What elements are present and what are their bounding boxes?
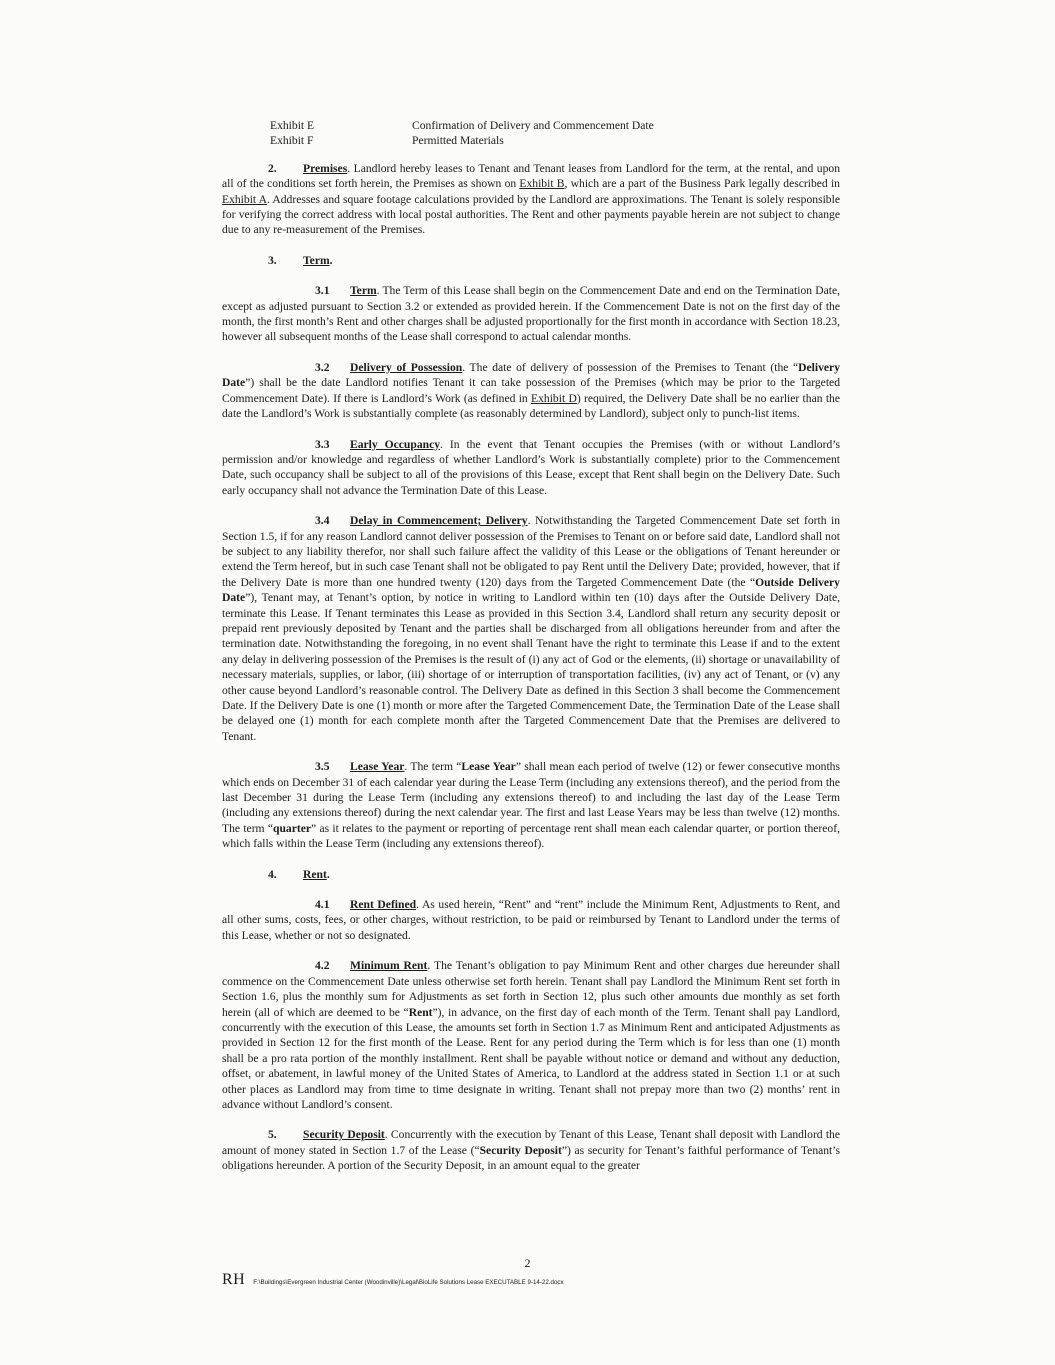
section-heading: Minimum Rent: [350, 959, 428, 973]
section-heading: Early Occupancy: [350, 437, 441, 451]
section-number: 4.: [268, 867, 277, 881]
section-text: ”) as security for Tenant’s faithful performance of Tenant’s obligations hereunder. A portion of the Security Deposit, in an amount equal to the greater: [222, 1143, 841, 1173]
section-4-heading: 4. Rent.: [268, 867, 330, 881]
section-text: ”), in advance, on the first day of each month of the Term. Tenant shall pay Landlord, concurrently with the execution of this Lease, the amounts set forth in Section 1.7 as Minimum Rent and anticipated Adjustments as provided in Section 12 for the first month of the Lease. Rent for any period during the Term which is for less than one (1) month shall be a pro rata portion of the monthly installment. Rent shall be payable without notice or demand and without any deduction, offset, or abatement, in lawful money of the United States of America, to Landlord at the address stated in Section 1.1 or at such other places as Landlord may from time to time designate in writing. Tenant shall not prepay more than two (2) months’ rent in advance without Landlord’s consent.: [222, 1005, 840, 1111]
defined-term: quarter: [273, 821, 312, 835]
section-text: . As used herein, “Rent” and “rent” include the Minimum Rent, Adjustments to Rent, and all other sums, costs, fees, or other charges, without restriction, to be paid or reimbursed by Tenant to Landlord under the terms of this Lease, whether or not so designated.: [222, 898, 840, 942]
section-3-1-term: [222, 283, 840, 345]
section-text: ” as it relates to the payment or reporting of percentage rent shall mean each calendar quarter, or portion thereof, which falls within the Lease Term (including any extensions thereof).: [222, 821, 840, 851]
defined-term: Outside Delivery Date: [222, 575, 840, 605]
section-heading: Rent Defined: [350, 898, 417, 912]
exhibit-row: [270, 118, 840, 133]
section-number: 3.5: [315, 760, 330, 774]
section-text: ” shall mean each period of twelve (12) or fewer consecutive months which ends on December 31 of each calendar year during the Lease Term (including any extensions thereof), and the period from the last December 31 during the Lease Term (including any extensions thereof) to and including the last day of the Lease Term (including any extensions thereof) during the next calendar year. The first and last Lease Years may be less than twelve (12) months. The term “: [222, 760, 840, 835]
section-number: 4.1: [315, 898, 330, 912]
exhibit-reference: Exhibit A: [222, 192, 267, 206]
section-text: . The Term of this Lease shall begin on the Commencement Date and end on the Termination Date, except as adjusted pursuant to Section 3.2 or extended as provided herein. If the Commencement Date is not on the first day of the month, the first month’s Rent and other charges shall be adjusted proportionally for the first month in accordance with Section 18.23, however all subsequent months of the Lease shall correspond to actual calendar months.: [222, 284, 840, 344]
exhibit-label: Exhibit F: [270, 134, 314, 148]
section-heading: Delay in Commencement; Delivery: [350, 514, 528, 528]
section-text: . In the event that Tenant occupies the Premises (with or without Landlord’s permission and/or knowledge and regardless of whether Landlord’s Work is substantially complete) prior to the Commencement Date, such occupancy shall be subject to all of the provisions of this Lease, except that Rent shall begin on the Delivery Date. Such early occupancy shall not advance the Termination Date of this Lease.: [222, 437, 840, 497]
section-text: . Landlord hereby leases to Tenant and Tenant leases from Landlord for the term, at the rental, and upon all of the conditions set forth herein, the Premises as shown on: [222, 161, 840, 191]
defined-term: Lease Year: [461, 760, 516, 774]
page-footer: [222, 1271, 564, 1289]
section-heading: Term: [350, 284, 377, 298]
section-number: 3.3: [315, 437, 330, 451]
exhibit-label: Exhibit E: [270, 119, 315, 132]
tenant-initials: RH: [222, 1271, 246, 1288]
defined-term: Security Deposit: [479, 1143, 562, 1157]
exhibit-title: Confirmation of Delivery and Commencement Date: [412, 119, 654, 132]
section-text: . The term “: [404, 760, 462, 774]
section-3-4-delay: [222, 513, 840, 744]
section-3-3-early-occupancy: [222, 437, 840, 499]
section-number: 3.1: [315, 284, 330, 298]
section-text: ”), Tenant may, at Tenant’s option, by notice in writing to Landlord within ten (10) days after the Outside Delivery Date, terminate this Lease. If Tenant terminates this Lease as provided in this Section 3.4, Landlord shall return any security deposit or prepaid rent previously deposited by Tenant and the parties shall be discharged from all obligations hereunder from and after the termination date. Notwithstanding the foregoing, in no event shall Tenant have the right to terminate this Lease if and to the extent any delay in delivering possession of the Premises is the result of (i) any act of God or the elements, (ii) shortage or unavailability of necessary materials, supplies, or labor, (iii) shortage of or interruption of transportation facilities, (iv) any act of Tenant, or (v) any other cause beyond Landlord’s reasonable control. The Delivery Date as defined in this Section 3 shall become the Commencement Date. If the Delivery Date is one (1) month or more after the Targeted Commencement Date, the Termination Date of the Lease shall be delayed one (1) month for each complete month after the Targeted Commencement Date that the Premises are delivered to Tenant.: [222, 591, 840, 743]
section-text: . Addresses and square footage calculations provided by the Landlord are approximations. The Tenant is solely responsible for verifying the correct address with local postal authorities. The Rent and other payments payable herein are not subject to change due to any re-measurement of the Premises.: [222, 192, 840, 237]
section-text: ”) shall be the date Landlord notifies Tenant it can take possession of the Premises (which may be prior to the Targeted Commencement Date). If there is Landlord’s Work (as defined in: [222, 376, 840, 405]
exhibit-row: [270, 133, 840, 148]
section-heading: Lease Year: [350, 760, 405, 774]
section-text: . The date of delivery of possession of the Premises to Tenant (the “: [462, 360, 799, 374]
section-text: . The Tenant’s obligation to pay Minimum Rent and other charges due hereunder shall commence on the Commencement Date unless otherwise set forth herein. Tenant shall pay Landlord the Minimum Rent set forth in Section 1.6, plus the monthly sum for Adjustments as set forth in Section 12, plus such other amounts due monthly as set forth herein (all of which are deemed to be “: [222, 959, 840, 1019]
exhibit-list: [270, 118, 840, 149]
exhibit-reference: Exhibit D: [531, 391, 577, 405]
page-body: [222, 118, 840, 1189]
section-text: . Notwithstanding the Targeted Commencement Date set forth in Section 1.5, if for any reason Landlord cannot deliver possession of the Premises to Tenant on or before said date, Landlord shall not be subject to any liability therefor, nor shall such failure affect the validity of this Lease or the obligations of Tenant hereunder or extend the Term hereof, but in such case Tenant shall not be obligated to pay Rent until the Delivery Date; provided, however, that if the Delivery Date is more than one hundred twenty (120) days from the Targeted Commencement Date (the “: [222, 514, 840, 589]
section-text: ) required, the Delivery Date shall be no earlier than the date the Landlord’s Work is substantially complete (as reasonably determined by Landlord), subject only to punch-list items.: [222, 391, 840, 421]
section-3-heading: 3. Term.: [268, 253, 333, 267]
section-heading: Security Deposit: [303, 1128, 385, 1142]
section-4-1-rent-defined: [222, 897, 840, 943]
section-number: 2.: [268, 161, 277, 175]
section-heading: Premises: [303, 161, 348, 175]
section-number: 4.2: [315, 959, 330, 973]
document-file-path: F:\Buildings\Evergreen Industrial Center (Woodinville)\Legal\BioLife Solutions Lease EXECUTABLE 9-14-22.docx: [253, 1279, 564, 1286]
section-number: 3.4: [315, 514, 330, 528]
page-number: 2: [524, 1256, 531, 1270]
section-5-security-deposit: [222, 1127, 840, 1173]
section-heading: Rent: [303, 867, 327, 881]
section-text: . Concurrently with the execution by Tenant of this Lease, Tenant shall deposit with Landlord the amount of money stated in Section 1.7 of the Lease (“: [222, 1128, 840, 1157]
section-4-2-minimum-rent: [222, 958, 840, 1112]
section-2-premises: [222, 161, 840, 238]
exhibit-reference: Exhibit B: [519, 177, 565, 191]
section-number: 3.: [268, 253, 277, 267]
section-heading: Term: [303, 253, 330, 267]
section-number: 5.: [268, 1128, 277, 1142]
defined-term: Delivery Date: [222, 360, 840, 390]
section-3-2-delivery: [222, 360, 840, 422]
exhibit-title: Permitted Materials: [412, 134, 504, 148]
section-3-5-lease-year: [222, 759, 840, 851]
section-number: 3.2: [315, 360, 330, 374]
section-heading: Delivery of Possession: [350, 360, 463, 374]
defined-term: Rent: [408, 1005, 433, 1019]
section-text: , which are a part of the Business Park legally described in: [564, 177, 840, 191]
